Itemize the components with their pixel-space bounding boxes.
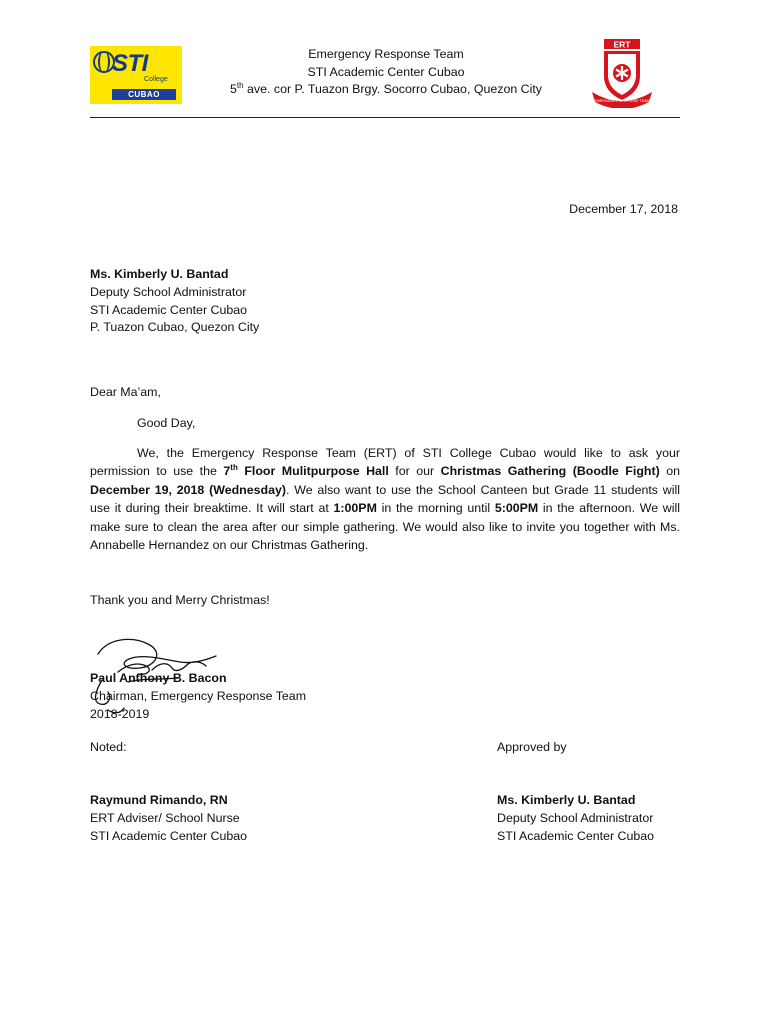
letter-date: December 17, 2018 [569, 202, 678, 216]
signer-term: 2018-2019 [90, 706, 150, 721]
letter-body: We, the Emergency Response Team (ERT) of STI College Cubao would like to ask your permission to use the 7th Floor Mulitpurpose Hall for our Christmas Gathering (Boodle Fight) on December 19, 2018 (Wednesday). We also want to use the School Canteen but Grade 11 students will use it during their breaktime. It will start at 1:00PM in the morning until 5:00PM in the afternoon. We will make sure to clean the area after our simple gathering. We would also like to invite you together with Ms. Annabelle Hernandez on our Christmas Gathering. [90, 446, 680, 553]
salutation: Dear Ma’am, [90, 385, 161, 399]
ert-crest-label: ERT [613, 39, 631, 50]
recipient-name: Ms. Kimberly U. Bantad [90, 267, 229, 281]
approved-by-name: Ms. Kimberly U. Bantad [497, 793, 636, 807]
approved-by-org: STI Academic Center Cubao [497, 828, 655, 843]
sti-logo-text: STI [112, 50, 148, 77]
noted-by-name: Raymund Rimando, RN [90, 793, 228, 807]
recipient-address: P. Tuazon Cubao, Quezon City [90, 320, 260, 335]
recipient-org: STI Academic Center Cubao [90, 302, 248, 317]
approved-label: Approved by [497, 740, 567, 754]
letterhead-center: STI Academic Center Cubao [307, 64, 465, 79]
approved-by-block [497, 792, 654, 845]
ert-crest-ribbon: EMERGENCY RESPONSE TEAM [594, 99, 650, 103]
signer-block [90, 670, 306, 723]
recipient-title: Deputy School Administrator [90, 284, 247, 299]
ert-crest-logo [586, 38, 658, 108]
approved-by-title: Deputy School Administrator [497, 810, 654, 825]
noted-by-title: ERT Adviser/ School Nurse [90, 810, 240, 825]
header-rule [90, 117, 680, 118]
sti-logo-college: College [144, 76, 168, 83]
letterhead [200, 46, 572, 99]
signer-name: Paul Anthony B. Bacon [90, 671, 227, 685]
recipient-block [90, 266, 259, 337]
signer-title: Chairman, Emergency Response Team [90, 688, 307, 703]
letterhead-org: Emergency Response Team [308, 47, 464, 61]
greeting: Good Day, [137, 416, 196, 430]
noted-label: Noted: [90, 740, 127, 754]
noted-by-block [90, 792, 247, 845]
closing-line: Thank you and Merry Christmas! [90, 593, 270, 607]
noted-by-org: STI Academic Center Cubao [90, 828, 248, 843]
sti-college-cubao-logo [90, 46, 182, 104]
sti-logo-cubao-bar: CUBAO [112, 89, 176, 100]
letterhead-address: 5th ave. cor P. Tuazon Brgy. Socorro Cubao, Quezon City [229, 80, 543, 96]
